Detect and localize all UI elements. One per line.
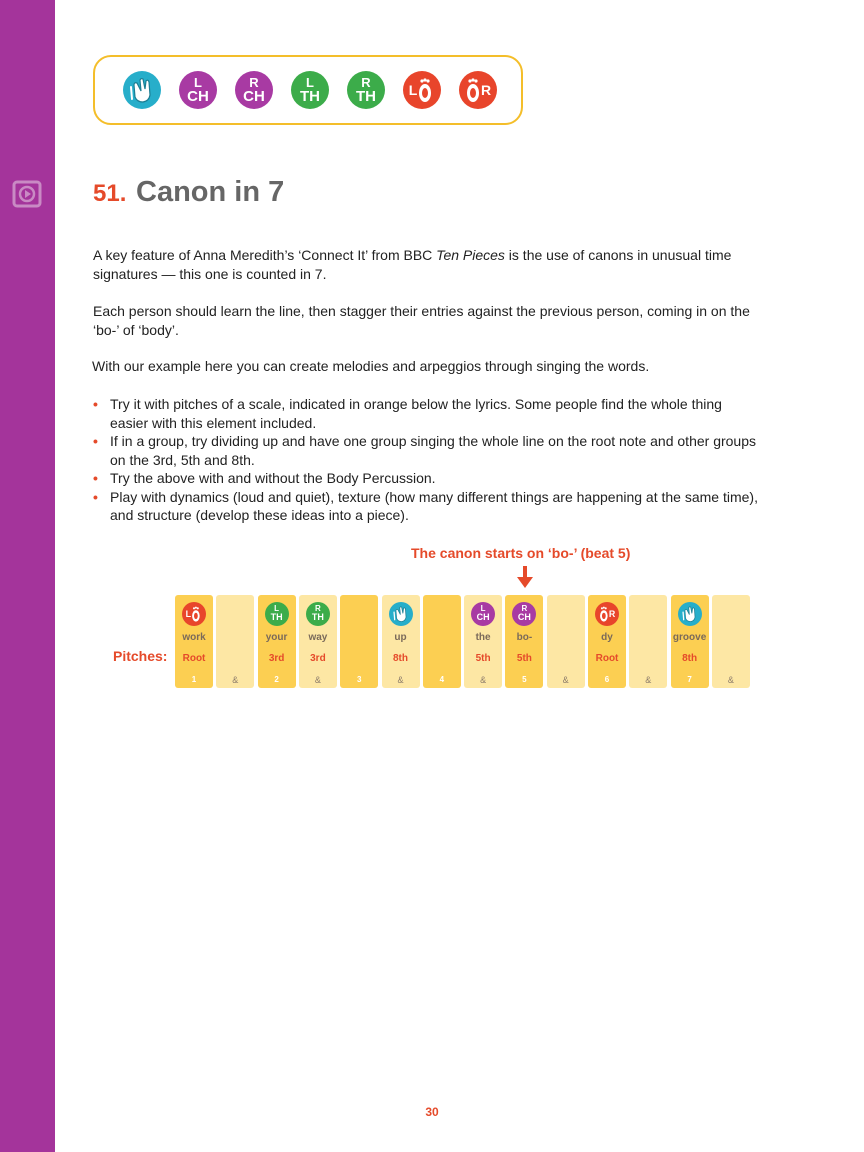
beat-cell bbox=[175, 595, 213, 688]
right-chest-icon bbox=[512, 602, 536, 626]
svg-text:L: L bbox=[408, 82, 418, 98]
beat-cell bbox=[505, 595, 543, 688]
list-item: • If in a group, try dividing up and have one group singing the whole line on the root note and other groups on the 3rd, 5th and 8th. bbox=[93, 432, 758, 469]
beat-count: & bbox=[562, 675, 569, 685]
intro-text-a: A key feature of Anna Meredith’s ‘Connect It’ from BBC bbox=[93, 247, 437, 263]
pitch-label: 3rd bbox=[268, 653, 285, 664]
lyric-word: your bbox=[265, 632, 288, 643]
pitch-label: 5th bbox=[516, 653, 532, 664]
badge-body-part: CH bbox=[243, 88, 265, 105]
list-item: • Try the above with and without the Body Percussion. bbox=[93, 469, 758, 488]
example-paragraph: With our example here you can create melodies and arpeggios through singing the words. bbox=[92, 358, 650, 374]
left-foot-icon bbox=[182, 602, 206, 626]
beat-count: 4 bbox=[439, 675, 445, 684]
beat-count: & bbox=[727, 675, 734, 685]
left-chest-icon bbox=[471, 602, 495, 626]
offbeat-cell bbox=[547, 595, 585, 688]
canon-start-note: The canon starts on ‘bo-’ (beat 5) bbox=[411, 545, 631, 561]
beat-cell bbox=[671, 595, 709, 688]
beat-cell bbox=[258, 595, 296, 688]
left-foot-icon bbox=[403, 71, 441, 109]
pitch-label: 8th bbox=[682, 653, 698, 664]
svg-text:R: R bbox=[480, 82, 492, 98]
beat-count: 2 bbox=[274, 675, 279, 684]
clap-icon bbox=[123, 71, 161, 109]
list-item: • Play with dynamics (loud and quiet), texture (how many different things are happening at the same time), and structure (develop these ideas into a piece). bbox=[93, 488, 758, 525]
pitch-label: Root bbox=[595, 653, 619, 664]
left-thigh-icon bbox=[265, 602, 289, 626]
pitch-label: 3rd bbox=[310, 653, 326, 664]
lyric-word: work bbox=[182, 632, 206, 643]
clap-icon bbox=[389, 602, 413, 626]
beat-cell bbox=[588, 595, 626, 688]
svg-text:R: R bbox=[608, 609, 616, 620]
pitch-label: 8th bbox=[393, 653, 408, 664]
left-thigh-icon bbox=[291, 71, 329, 109]
beat-count: & bbox=[480, 675, 487, 685]
badge-letter: L bbox=[194, 75, 202, 90]
right-thigh-icon bbox=[347, 71, 385, 109]
lyric-word: bo- bbox=[516, 632, 533, 643]
beat-cell bbox=[423, 595, 461, 688]
sidebar-band bbox=[0, 0, 55, 1152]
clap-icon bbox=[678, 602, 702, 626]
offbeat-cell bbox=[712, 595, 750, 688]
beat-cell bbox=[340, 595, 378, 688]
pitch-label: Root bbox=[182, 653, 206, 664]
beat-count: 7 bbox=[687, 675, 692, 684]
beat-count: 5 bbox=[522, 675, 527, 684]
lyric-word: groove bbox=[672, 632, 707, 643]
pitches-label: Pitches: bbox=[113, 648, 168, 664]
page-number: 30 bbox=[425, 1105, 439, 1119]
lyric-word: way bbox=[308, 632, 328, 643]
play-icon[interactable] bbox=[12, 180, 42, 208]
badge-letter: L bbox=[306, 75, 314, 90]
beat-count: & bbox=[232, 675, 239, 685]
beat-count: & bbox=[397, 675, 404, 685]
right-foot-icon bbox=[459, 71, 497, 109]
lyric-word: the bbox=[475, 632, 491, 643]
list-item: • Try it with pitches of a scale, indicated in orange below the lyrics. Some people find the whole thing easier with this element included. bbox=[93, 395, 758, 432]
offbeat-cell bbox=[216, 595, 254, 688]
badge-body-part: CH bbox=[476, 612, 490, 622]
pitch-label: 5th bbox=[475, 653, 491, 664]
exercise-number: 51. bbox=[93, 180, 127, 207]
lyric-word: up bbox=[394, 632, 407, 643]
badge-letter: R bbox=[361, 75, 371, 90]
badge-letter: R bbox=[521, 604, 528, 613]
beat-count: & bbox=[645, 675, 652, 685]
badge-letter: L bbox=[480, 604, 486, 613]
beat-count: & bbox=[314, 675, 321, 685]
badge-body-part: TH bbox=[270, 612, 283, 622]
beat-count: 1 bbox=[191, 675, 197, 684]
badge-letter: R bbox=[315, 604, 321, 613]
badge-body-part: TH bbox=[311, 612, 324, 622]
intro-text-b: is the use of canons in unusual time signatures — this one is counted in 7. bbox=[93, 247, 732, 282]
tips-list bbox=[93, 395, 758, 525]
badge-body-part: TH bbox=[356, 88, 376, 105]
badge-letter: R bbox=[249, 75, 259, 90]
offbeat-cell bbox=[382, 595, 420, 688]
badge-body-part: CH bbox=[517, 612, 531, 622]
left-chest-icon bbox=[179, 71, 217, 109]
badge-letter: L bbox=[274, 604, 280, 613]
offbeat-cell bbox=[299, 595, 337, 688]
beat-count: 6 bbox=[604, 675, 610, 684]
right-foot-icon bbox=[595, 602, 619, 626]
instruction-paragraph: Each person should learn the line, then stagger their entries against the previous person, coming in on the ‘bo-’ of ‘body’. bbox=[93, 303, 750, 338]
body-percussion-legend bbox=[93, 55, 523, 125]
offbeat-cell bbox=[629, 595, 667, 688]
right-chest-icon bbox=[235, 71, 273, 109]
badge-body-part: CH bbox=[187, 88, 209, 105]
intro-paragraph bbox=[93, 246, 753, 283]
offbeat-cell bbox=[464, 595, 502, 688]
beat-count: 3 bbox=[356, 675, 362, 684]
arrow-down-icon bbox=[517, 566, 533, 588]
page-title: Canon in 7 bbox=[136, 176, 285, 208]
right-thigh-icon bbox=[306, 602, 330, 626]
svg-text:L: L bbox=[185, 609, 192, 620]
badge-body-part: TH bbox=[300, 88, 320, 105]
lyric-word: dy bbox=[601, 632, 613, 643]
intro-italic: Ten Pieces bbox=[436, 247, 505, 263]
